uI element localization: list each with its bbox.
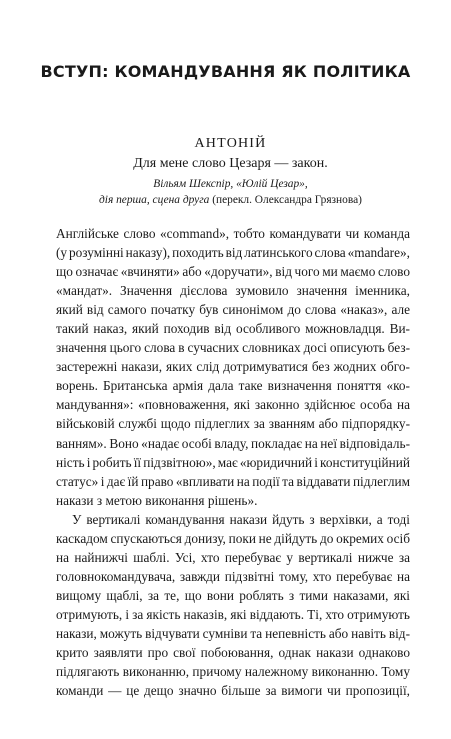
paragraph-line: вищому щаблі, за те, що вони роблять з тими наказами, які <box>56 587 410 603</box>
epigraph-source <box>60 176 401 208</box>
body-text <box>56 224 410 700</box>
paragraph-line: який від самого початку був синонімом до слова «наказ», але <box>56 302 410 318</box>
paragraph-line: ворень. Британська армія дала таке визначення поняття «ко- <box>56 378 410 394</box>
epigraph-source-detail: дія перша, сцена друга <box>99 194 210 206</box>
epigraph <box>60 134 401 208</box>
paragraph-line: що означає «вчиняти» або «доручати», від чого ми маємо слово <box>56 264 410 280</box>
paragraph-line: підлягають виконанню, причому належному виконанню. Тому <box>56 664 410 680</box>
paragraph-line: крито заявляти про свої побоювання, однак накази однаково <box>56 645 410 661</box>
paragraph-line: ність і робить її підзвітною», має «юридичний і конституційний <box>56 454 410 470</box>
epigraph-source-author: Вільям Шекспір, «Юлій Цезар», <box>153 178 308 190</box>
paragraph-line: такий наказ, який походив від особливого можновладця. Ви- <box>56 321 410 337</box>
paragraph-line: накази, можуть відчувати сумніви та непевність або навіть від- <box>56 625 410 641</box>
paragraph-line: Англійське слово «command», тобто командувати чи команда <box>56 226 410 241</box>
paragraph-2 <box>56 510 410 700</box>
paragraph-line: каскадом спускаються донизу, поки не дійдуть до окремих осіб <box>56 530 410 546</box>
paragraph-line: команди — це дещо значно більше за вимоги чи пропозиції, <box>56 683 410 699</box>
paragraph-line: У вертикалі командування накази йдуть з верхівки, а тоді <box>72 511 410 527</box>
epigraph-source-translator: (перекл. Олександра Грязнова) <box>209 194 362 206</box>
paragraph-line: накази з метою виконання рішень». <box>56 492 258 508</box>
paragraph-line: військовій службі щодо підлеглих за званням або підпорядку- <box>56 416 410 432</box>
paragraph-1 <box>56 224 410 510</box>
chapter-title: ВСТУП: КОМАНДУВАННЯ ЯК ПОЛІТИКА <box>40 62 411 81</box>
paragraph-line: отримують, і за якість наказів, які віддають. Ті, хто отримують <box>56 606 410 622</box>
paragraph-line: значення цього слова в сучасних словниках досі описують без- <box>56 340 410 356</box>
epigraph-speaker: АНТОНІЙ <box>194 136 267 151</box>
paragraph-line: «мандат». Значення дієслова зумовило значення іменника, <box>56 283 410 299</box>
epigraph-quote: Для мене слово Цезаря — закон. <box>133 156 328 171</box>
paragraph-line: на найнижчі шаблі. Усі, хто перебуває у вертикалі нижче за <box>56 549 410 565</box>
paragraph-line: (у розумінні наказу), походить від латинського слова «mandare», <box>56 245 410 261</box>
paragraph-line: застережні накази, яких слід дотримуватися без жодних обго- <box>56 359 410 375</box>
paragraph-line: ванням». Воно «надає особі владу, покладає на неї відповідаль- <box>56 435 410 451</box>
paragraph-line: статус» і дає їй право «впливати на події та віддавати підлеглим <box>56 473 410 489</box>
paragraph-line: головнокомандувача, завжди підзвітні тому, хто перебуває на <box>56 568 410 584</box>
paragraph-line: мандування»: «повноваження, які законно здійснює особа на <box>56 397 410 413</box>
